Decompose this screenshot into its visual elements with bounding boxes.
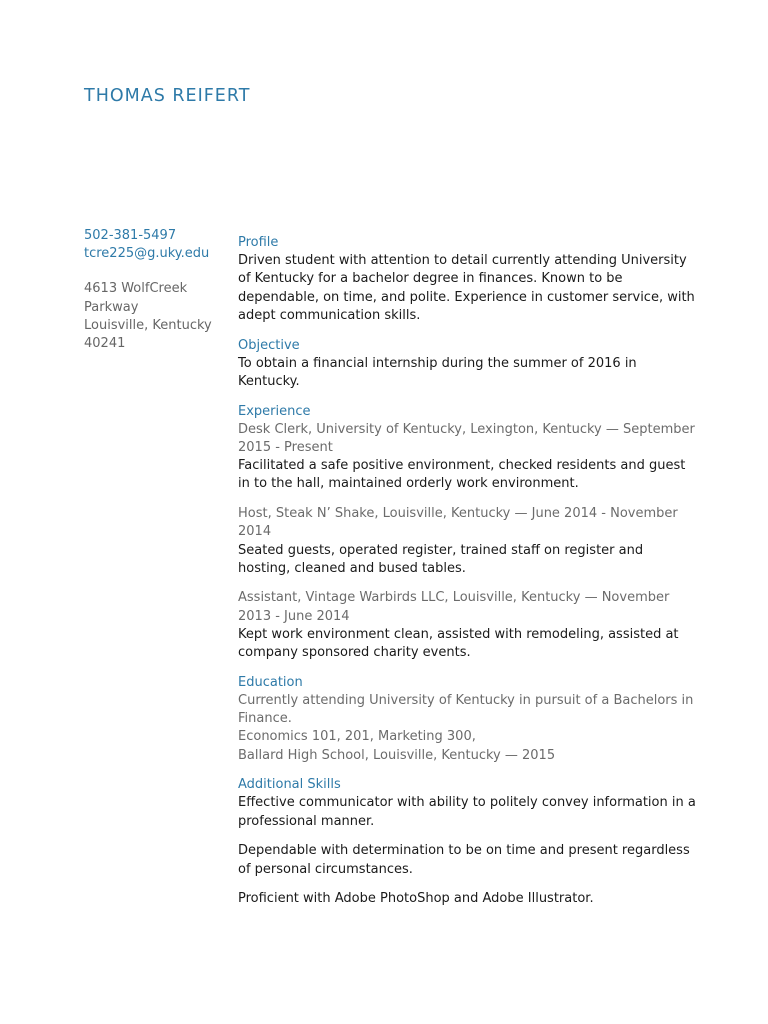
skill-item: Effective communicator with ability to politely convey information in a professional manner. bbox=[238, 795, 696, 829]
contact-block bbox=[84, 227, 224, 353]
experience-entry bbox=[238, 505, 698, 578]
phone-number: 502-381-5497 bbox=[84, 228, 177, 243]
job-description: Kept work environment clean, assisted with remodeling, assisted at company sponsored charity events. bbox=[238, 626, 679, 661]
postal-address bbox=[84, 280, 224, 353]
job-description: Facilitated a safe positive environment, checked residents and guest in to the hall, maintained orderly work environment. bbox=[238, 458, 686, 492]
address-line: 4613 WolfCreek bbox=[84, 281, 188, 297]
skill-item: Dependable with determination to be on time and present regardless of personal circumstances. bbox=[238, 843, 690, 877]
objective-text: To obtain a financial internship during the summer of 2016 in Kentucky. bbox=[238, 355, 637, 389]
resume-name: THOMAS REIFERT bbox=[84, 86, 251, 106]
profile-heading: Profile bbox=[238, 235, 279, 250]
resume-main-column bbox=[238, 234, 698, 909]
skills-heading: Additional Skills bbox=[238, 777, 341, 793]
experience-entry bbox=[238, 421, 698, 494]
job-heading: Desk Clerk, University of Kentucky, Lexington, Kentucky — September 2015 - Present bbox=[238, 421, 695, 456]
address-line: Parkway bbox=[84, 299, 139, 315]
experience-entry bbox=[238, 589, 698, 662]
address-line: Louisville, Kentucky bbox=[84, 317, 212, 333]
education-line: Currently attending University of Kentucky in pursuit of a Bachelors in Finance. bbox=[238, 692, 694, 727]
education-line: Economics 101, 201, Marketing 300, bbox=[238, 729, 476, 745]
address-line: 40241 bbox=[84, 336, 126, 352]
education-heading: Education bbox=[238, 674, 303, 690]
job-heading: Assistant, Vintage Warbirds LLC, Louisville, Kentucky — November 2013 - June 2014 bbox=[238, 590, 670, 624]
job-description: Seated guests, operated register, trained staff on register and hosting, cleaned and bused tables. bbox=[238, 542, 644, 576]
skill-item: Proficient with Adobe PhotoShop and Adobe Illustrator. bbox=[238, 891, 594, 907]
email-address: tcre225@g.uky.edu bbox=[84, 246, 210, 262]
job-heading: Host, Steak N’ Shake, Louisville, Kentucky — June 2014 - November 2014 bbox=[238, 506, 678, 540]
profile-text: Driven student with attention to detail currently attending University of Kentucky for a bachelor degree in finances. Known to be dependable, on time, and polite. Experience in customer service, with adept communication skills. bbox=[238, 253, 695, 323]
education-line: Ballard High School, Louisville, Kentucky — 2015 bbox=[238, 747, 556, 763]
experience-heading: Experience bbox=[238, 403, 311, 419]
objective-heading: Objective bbox=[238, 337, 300, 353]
